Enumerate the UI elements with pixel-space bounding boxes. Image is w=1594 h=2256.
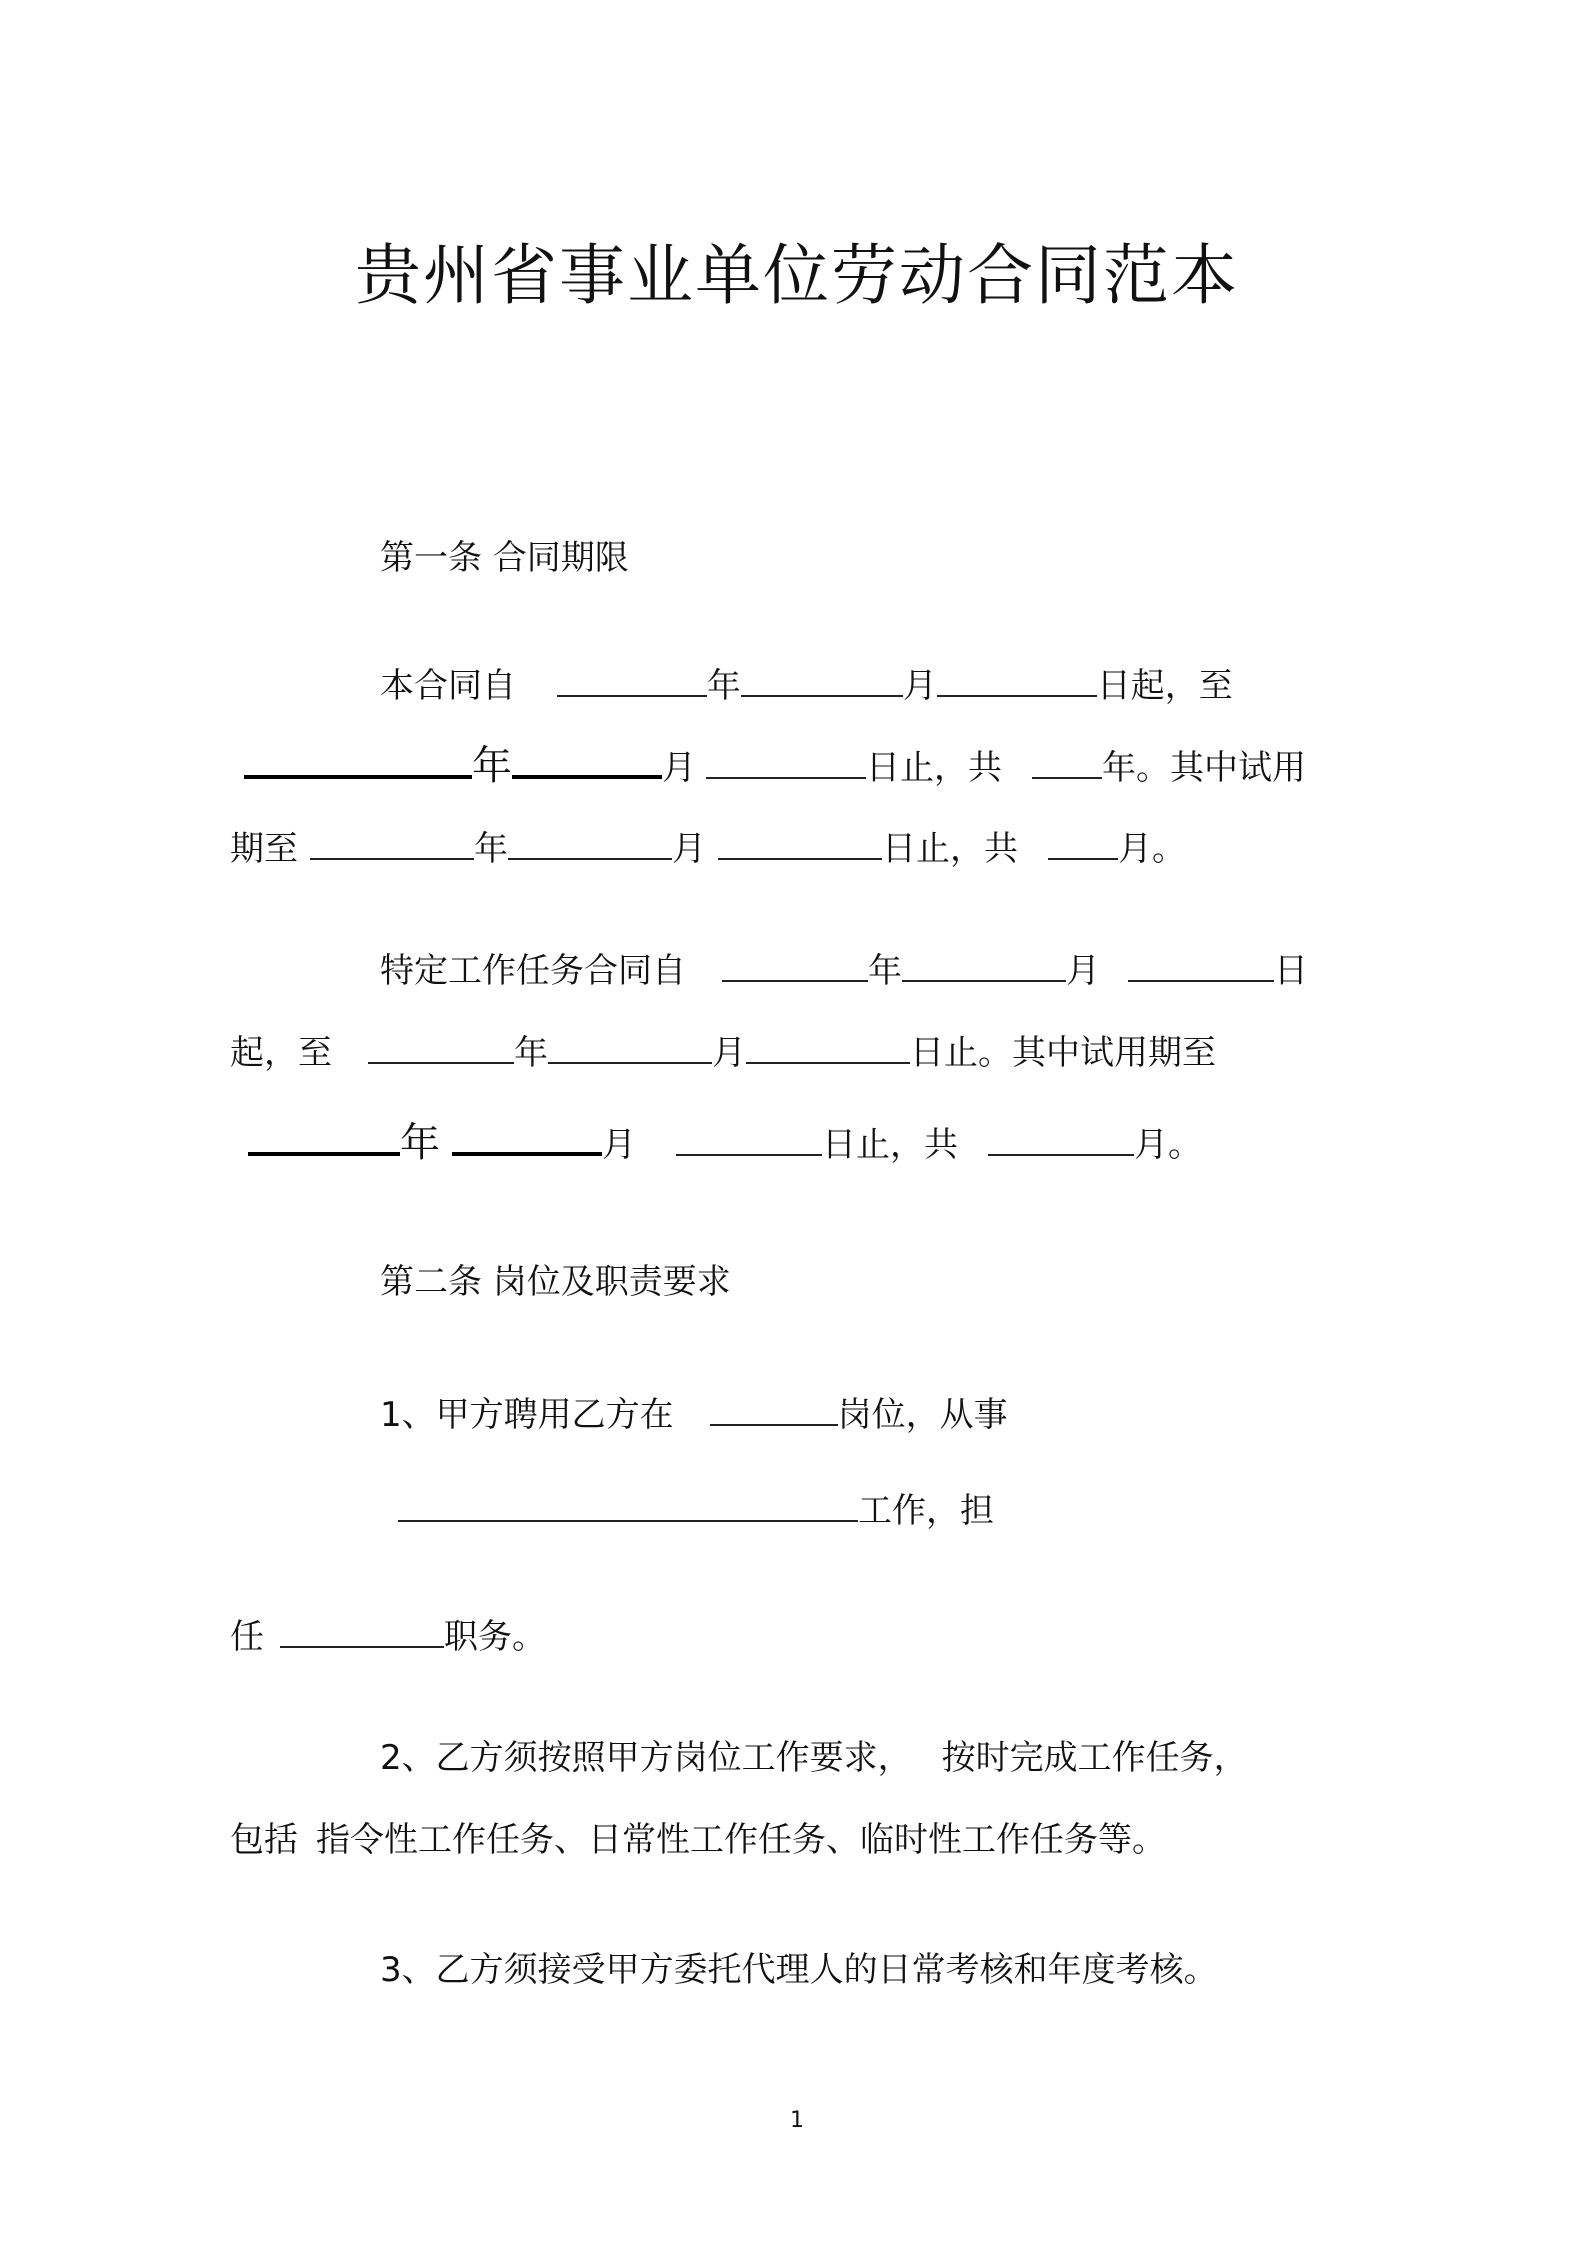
start-year-blank[interactable] — [557, 665, 707, 697]
article1-line3: 期至 年 月 日止，共 月。 — [230, 829, 1186, 869]
article2-item1-line3: 任 职务。 — [230, 1617, 546, 1657]
article2-item2-line1: 2、乙方须按照甲方岗位工作要求， 按时完成工作任务， — [380, 1738, 1248, 1778]
article2-item1-line1: 1、甲方聘用乙方在 岗位，从事 — [380, 1395, 1008, 1435]
probation-month-blank[interactable] — [508, 828, 672, 860]
article2-item2-line2: 包括 指令性工作任务、日常性工作任务、临时性工作任务等。 — [230, 1820, 1166, 1860]
article1-heading: 第一条 合同期限 — [380, 538, 629, 578]
work-content-blank[interactable] — [398, 1490, 858, 1522]
article2-heading: 第二条 岗位及职责要求 — [380, 1262, 731, 1302]
probation-day-blank[interactable] — [718, 828, 882, 860]
end-month-blank[interactable] — [512, 745, 662, 779]
task-end-day-blank[interactable] — [746, 1032, 910, 1064]
total-years-blank[interactable] — [1032, 747, 1102, 779]
duty-blank[interactable] — [280, 1616, 444, 1648]
article1-line1: 本合同自 年 月 日起，至 — [380, 666, 1233, 706]
task-end-year-blank[interactable] — [368, 1032, 514, 1064]
article1-line6: 年 月 日止，共 月。 — [248, 1122, 1202, 1165]
task-probation-day-blank[interactable] — [676, 1124, 822, 1156]
document-title: 贵州省事业单位劳动合同范本 — [355, 237, 1239, 314]
task-probation-year-blank[interactable] — [248, 1122, 400, 1156]
article1-line4: 特定工作任务合同自 年 月 日 — [380, 951, 1308, 991]
article1-line2: 年 月 日止，共 年。其中试用 — [244, 745, 1306, 788]
task-probation-months-blank[interactable] — [988, 1124, 1134, 1156]
page-number: 1 — [790, 2108, 804, 2133]
task-end-month-blank[interactable] — [548, 1032, 712, 1064]
start-day-blank[interactable] — [937, 665, 1097, 697]
probation-year-blank[interactable] — [310, 828, 474, 860]
task-probation-month-blank[interactable] — [452, 1122, 602, 1156]
article2-item3: 3、乙方须接受甲方委托代理人的日常考核和年度考核。 — [380, 1950, 1218, 1990]
task-start-day-blank[interactable] — [1128, 950, 1274, 982]
end-year-blank[interactable] — [244, 745, 472, 779]
start-month-blank[interactable] — [741, 665, 903, 697]
task-start-month-blank[interactable] — [902, 950, 1066, 982]
end-day-blank[interactable] — [706, 747, 866, 779]
article1-line5: 起，至 年 月 日止。其中试用期至 — [230, 1033, 1216, 1073]
task-start-year-blank[interactable] — [722, 950, 868, 982]
article2-item1-line2: 工作，担 — [398, 1490, 994, 1531]
probation-months-blank[interactable] — [1048, 828, 1118, 860]
position-blank[interactable] — [710, 1394, 838, 1426]
